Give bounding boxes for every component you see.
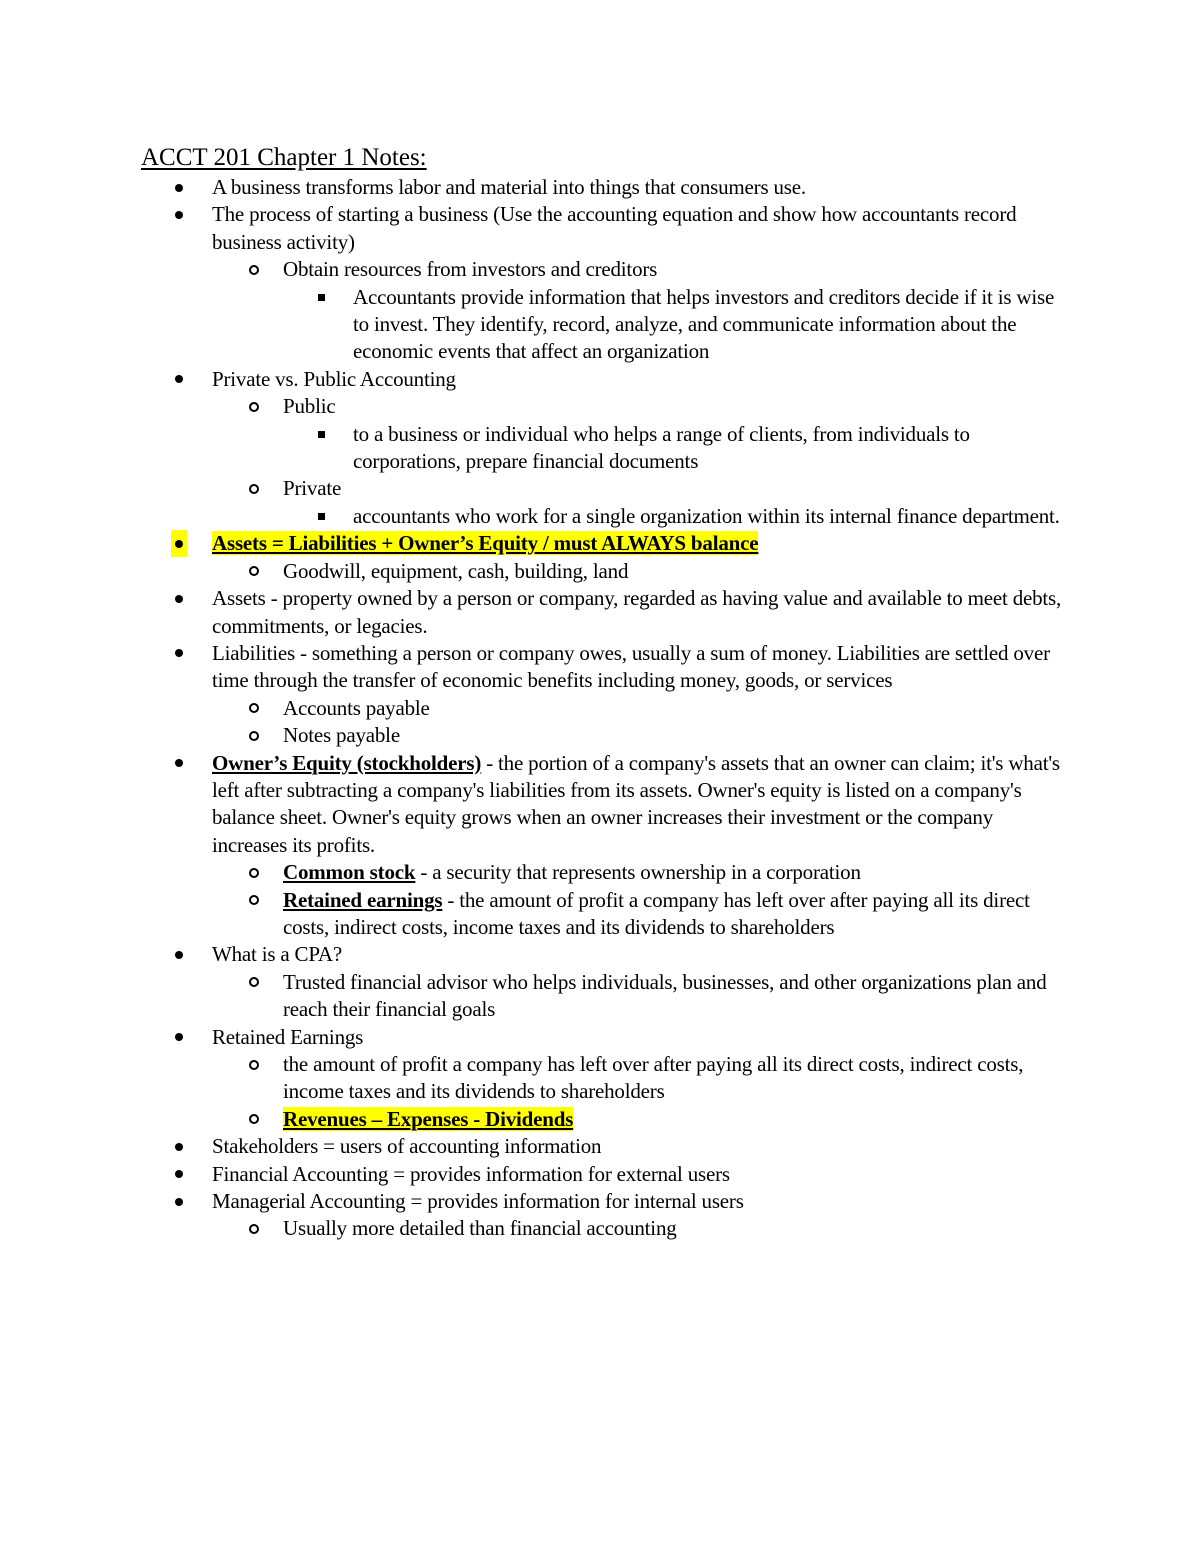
list-item <box>0 1051 1060 1106</box>
list-item <box>0 859 1060 886</box>
list-item <box>0 393 1060 420</box>
list-item <box>0 174 1070 201</box>
list-item-text: accountants who work for a single organization within its internal finance department. <box>353 503 1060 528</box>
list-item-content <box>212 586 1061 637</box>
list-item-text: - the portion of a company's assets that an owner can claim; it's what's left after subtracting a company's liabilities from its assets. Owner's equity is listed on a company's balance sheet. Owner's equity grows when an owner increases their investment or the company increases its profits. <box>212 750 1060 857</box>
bullet-disc-icon <box>175 184 183 192</box>
list-item <box>0 366 1070 393</box>
list-item <box>0 695 1060 722</box>
bullet-circle-icon <box>249 895 259 905</box>
list-item <box>0 969 1060 1024</box>
list-item-text: What is a CPA? <box>212 942 342 967</box>
bullet-circle-icon <box>249 484 259 494</box>
bullet-circle-icon <box>249 1060 259 1070</box>
list-item-content <box>212 531 758 555</box>
bullet-square-icon <box>318 431 325 438</box>
list-item-content <box>212 1025 363 1049</box>
bullet-disc-icon <box>175 1143 183 1151</box>
list-item-text: Accounts payable <box>283 695 430 720</box>
list-item-content <box>353 285 1054 364</box>
list-item-content <box>283 1052 1023 1103</box>
list-item-content <box>353 504 1060 528</box>
bullet-disc-icon <box>175 1033 183 1041</box>
list-item-text: Notes payable <box>283 723 400 748</box>
list-item <box>0 585 1070 640</box>
key-term: Revenues – Expenses - Dividends <box>283 1106 574 1131</box>
bullet-disc-icon <box>175 211 183 219</box>
list-item-text: the amount of profit a company has left over after paying all its direct costs, indirect costs, income taxes and its dividends to shareholders <box>283 1052 1024 1104</box>
list-item-content <box>212 751 1060 857</box>
bullet-circle-icon <box>249 402 259 412</box>
list-item-text: Accountants provide information that helps investors and creditors decide if it is wise to invest. They identify, record, analyze, and communicate information about the economic events that affect an organization <box>353 284 1055 364</box>
list-item-text: Private vs. Public Accounting <box>212 366 456 391</box>
list-item <box>0 475 1060 502</box>
list-item-content <box>283 860 861 884</box>
list-item <box>0 558 1060 585</box>
list-item <box>0 1188 1070 1215</box>
list-item-text: Obtain resources from investors and creditors <box>283 257 658 282</box>
list-item-content <box>283 257 657 281</box>
list-item <box>0 1106 1060 1133</box>
list-item <box>0 256 1060 283</box>
page-title: ACCT 201 Chapter 1 Notes: <box>141 144 427 171</box>
bullet-disc-icon <box>175 1170 183 1178</box>
list-item <box>0 1161 1070 1188</box>
bullet-circle-icon <box>249 731 259 741</box>
list-item-content <box>212 1189 744 1213</box>
list-item <box>0 1024 1070 1051</box>
bullet-disc-icon <box>175 759 183 767</box>
bullet-circle-icon <box>249 1114 259 1124</box>
list-item-text: The process of starting a business (Use the accounting equation and show how accountants record business activity) <box>212 202 1017 254</box>
list-item-content <box>283 394 335 418</box>
bullet-square-icon <box>318 294 325 301</box>
list-item-content <box>283 1107 573 1131</box>
list-item <box>0 640 1070 695</box>
key-term: Retained earnings <box>283 887 443 912</box>
notes-list <box>0 174 1200 1243</box>
list-item-content <box>212 1162 730 1186</box>
list-item-text: Trusted financial advisor who helps individuals, businesses, and other organizations plan and reach their financial goals <box>283 969 1047 1022</box>
key-term: Assets = Liabilities + Owner’s Equity / must ALWAYS balance <box>212 531 759 556</box>
bullet-disc-icon <box>175 595 183 603</box>
bullet-circle-icon <box>249 868 259 878</box>
list-item-content <box>212 942 342 966</box>
list-item-content <box>283 559 628 583</box>
key-term: Owner’s Equity (stockholders) <box>212 750 482 775</box>
list-item-text: - the amount of profit a company has left over after paying all its direct costs, indirect costs, income taxes and its dividends to shareholders <box>283 887 1030 939</box>
list-item-text: Private <box>283 476 342 501</box>
list-item-text: Retained Earnings <box>212 1024 364 1049</box>
list-item-content <box>283 696 430 720</box>
list-item <box>0 722 1060 749</box>
list-item <box>0 887 1060 942</box>
list-item-text: A business transforms labor and material into things that consumers use. <box>212 175 806 199</box>
list-item <box>0 503 1060 530</box>
list-item-content <box>283 888 1030 939</box>
list-item-content <box>353 422 970 473</box>
list-item <box>0 750 1070 860</box>
list-item-text: - a security that represents ownership in a corporation <box>415 860 861 885</box>
list-item <box>0 284 1060 366</box>
list-item <box>0 530 1070 557</box>
list-item-content <box>283 476 341 500</box>
bullet-circle-icon <box>249 1224 259 1234</box>
list-item <box>0 421 1060 476</box>
bullet-circle-icon <box>249 703 259 713</box>
list-item <box>0 201 1070 256</box>
list-item-text: Financial Accounting = provides information for external users <box>212 1161 730 1186</box>
list-item <box>0 941 1070 968</box>
bullet-disc-icon <box>175 540 183 548</box>
list-item-text: Liabilities - something a person or company owes, usually a sum of money. Liabilities are settled over time through the transfer of economic benefits including money, goods, or services <box>212 640 1050 693</box>
list-item-text: Public <box>283 394 336 419</box>
list-item <box>0 1133 1070 1160</box>
bullet-circle-icon <box>249 566 259 576</box>
list-item-text: to a business or individual who helps a range of clients, from individuals to corporations, prepare financial documents <box>353 421 970 474</box>
bullet-disc-icon <box>175 951 183 959</box>
list-item-content <box>212 1134 601 1158</box>
list-item-text: Usually more detailed than financial accounting <box>283 1216 677 1241</box>
bullet-disc-icon <box>175 649 183 657</box>
bullet-square-icon <box>318 513 325 520</box>
bullet-circle-icon <box>249 977 259 987</box>
list-item <box>0 1215 1060 1242</box>
key-term: Common stock <box>283 860 416 885</box>
list-item-content <box>283 723 400 747</box>
list-item-text: Managerial Accounting = provides information for internal users <box>212 1189 744 1214</box>
list-item-content <box>212 641 1050 692</box>
list-item-text: Assets - property owned by a person or company, regarded as having value and available to meet debts, commitments, or legacies. <box>212 586 1062 638</box>
bullet-disc-icon <box>175 375 183 383</box>
list-item-text: Stakeholders = users of accounting information <box>212 1134 602 1159</box>
list-item-content <box>212 202 1016 253</box>
list-item-content <box>283 970 1047 1021</box>
bullet-disc-icon <box>175 1198 183 1206</box>
list-item-text: Goodwill, equipment, cash, building, land <box>283 558 629 583</box>
bullet-circle-icon <box>249 265 259 275</box>
list-item-content <box>212 367 456 391</box>
list-item-content <box>283 1216 677 1240</box>
list-item-content <box>212 175 806 199</box>
